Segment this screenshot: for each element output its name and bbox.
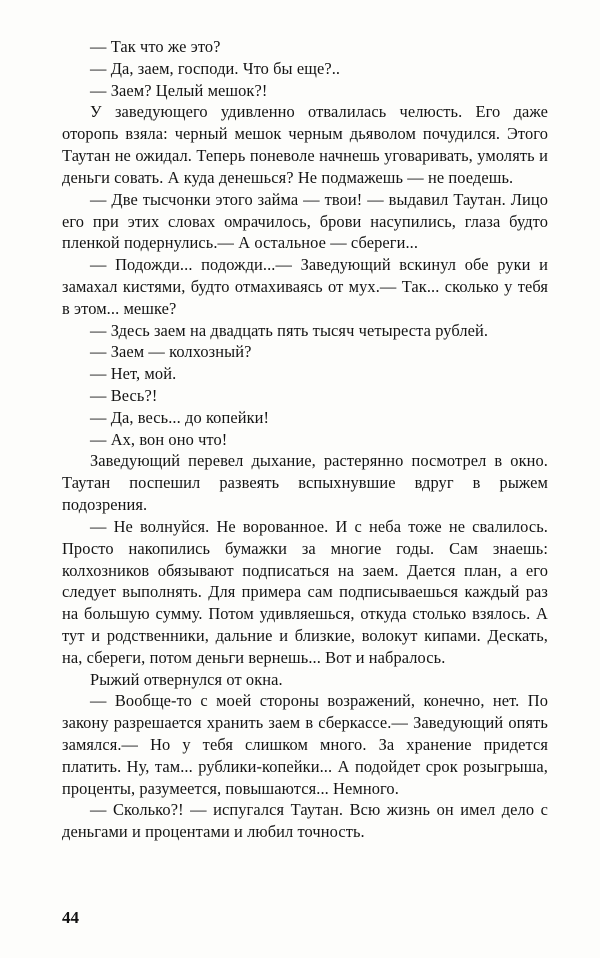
paragraph: — Весь?! (90, 386, 158, 405)
paragraph: — Вообще-то с моей стороны возражений, конечно, нет. По закону разрешается хранить заем в сберкассе.— Заведующий опять замялся.— Но у тебя слишком много. За хранение придется платить. Ну, там... рублики-копейки... А подойдет срок розыгрыша, проценты, разумеется, повышаются... Немного. (62, 691, 548, 798)
paragraph: — Так что же это? (90, 37, 221, 56)
page-number: 44 (62, 908, 79, 927)
paragraph: У заведующего удивленно отвалилась челюсть. Его даже оторопь взяла: черный мешок черным дьяволом почудился. Этого Таутан не ожидал. Теперь поневоле начнешь уговаривать, умолять и деньги совать. А куда денешься? Не подмажешь — не поедешь. (62, 102, 548, 187)
paragraph: — Две тысчонки этого займа — твои! — выдавил Таутан. Лицо его при этих словах омрачилось, брови насупились, глаза будто пленкой подернулись.— А остальное — сбереги... (62, 189, 548, 253)
paragraph: — Нет, мой. (90, 364, 177, 384)
paragraph: Заведующий перевел дыхание, растерянно посмотрел в окно. Таутан поспешил развеять вспыхнувшие вдруг в рыжем подозрения. (62, 451, 548, 515)
paragraph: — Подожди... подожди...— Заведующий вскинул обе руки и замахал кистями, будто отмахиваясь от мух.— Так... сколько у тебя в этом... мешке? (62, 255, 548, 318)
paragraph: — Да, весь... до копейки! (90, 407, 270, 427)
paragraph: — Заем — колхозный? (90, 342, 252, 362)
page-text-body (62, 36, 548, 843)
paragraph: — Заем? Целый мешок?! (90, 80, 268, 100)
paragraph: — Не волнуйся. Не ворованное. И с неба тоже не свалилось. Просто накопились бумажки за многие годы. Сам знаешь: колхозников обязывают подписаться на заем. Дается план, а его следует выполнять. Для примера сам подписываешься каждый раз на большую сумму. Потом удивляешься, откуда столько взялось. А тут и родственники, дальние и близкие, волокут кипами. Дескать, на, сбереги, потом деньги вернешь... Вот и набралось. (62, 516, 548, 667)
paragraph: — Да, заем, господи. Что бы еще?.. (90, 58, 341, 78)
paragraph: Рыжий отвернулся от окна. (90, 669, 283, 689)
paragraph: — Ах, вон оно что! (90, 429, 228, 449)
paragraph: — Сколько?! — испугался Таутан. Всю жизнь он имел дело с деньгами и процентами и любил точность. (62, 800, 548, 842)
paragraph: — Здесь заем на двадцать пять тысяч четыреста рублей. (90, 320, 489, 340)
